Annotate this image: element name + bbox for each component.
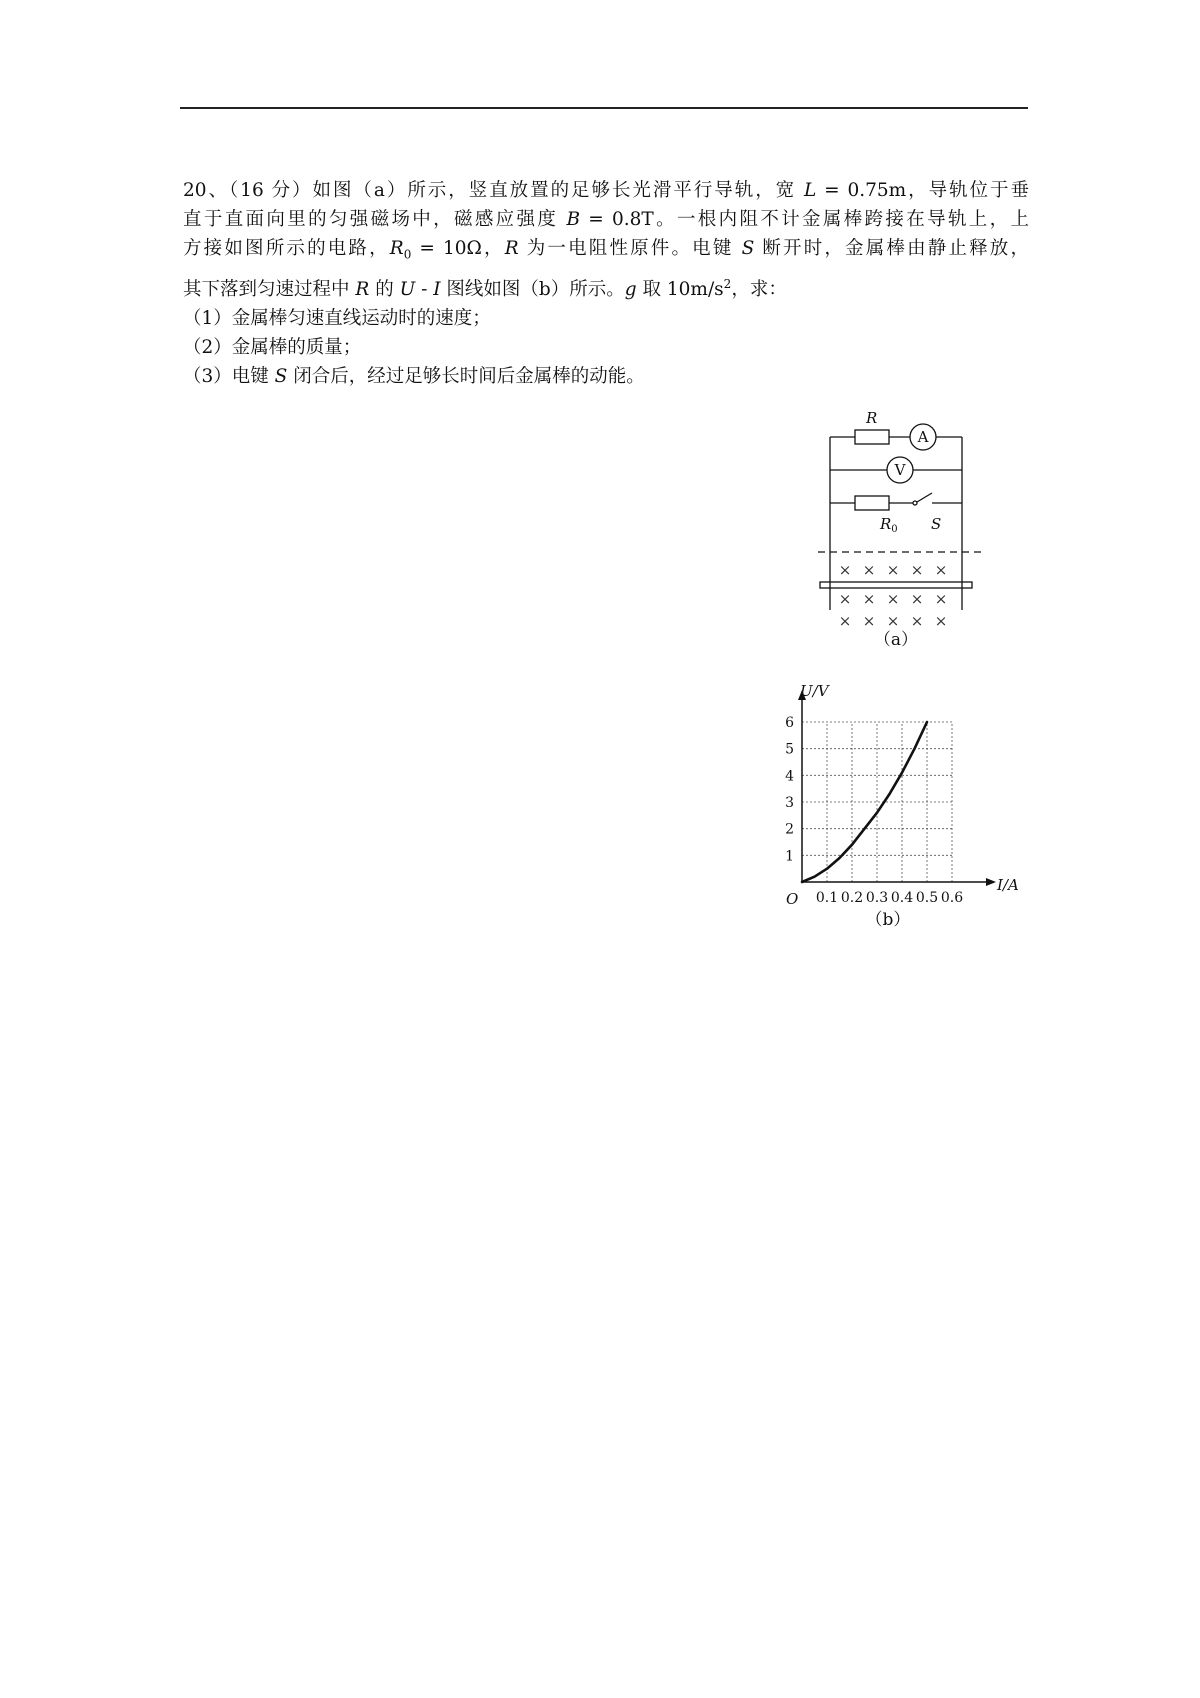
chart-series (802, 722, 927, 882)
figure-b-caption: （b） (865, 910, 911, 930)
resistor-r0 (855, 496, 889, 510)
y-tick-label: 6 (785, 715, 794, 731)
y-axis-label: U/V (800, 682, 829, 700)
field-x-mark: × (910, 561, 924, 579)
ui-graph (770, 672, 1040, 942)
x-tick-label: 0.1 (815, 890, 839, 906)
x-axis-arrow (986, 878, 996, 886)
field-x-mark: × (910, 612, 924, 630)
field-x-mark: × (886, 590, 900, 608)
field-x-mark: × (838, 590, 852, 608)
problem-line-1: 20、（16 分）如图（a）所示，竖直放置的足够长光滑平行导轨，宽 L = 0.75m，导轨位于垂 (183, 180, 1029, 201)
field-x-mark: × (862, 590, 876, 608)
x-tick-label: 0.2 (840, 890, 864, 906)
question-2: （2）金属棒的质量； (183, 336, 362, 358)
figure-a-caption: （a） (873, 630, 919, 650)
field-x-mark: × (862, 612, 876, 630)
field-x-mark: × (934, 612, 948, 630)
label-s: S (931, 515, 942, 533)
field-x-mark: × (934, 561, 948, 579)
question-1: （1）金属棒匀速直线运动时的速度； (183, 307, 491, 329)
x-tick-label: 0.3 (865, 890, 889, 906)
chart-axes (798, 690, 996, 886)
field-x-mark: × (910, 590, 924, 608)
y-tick-label: 1 (785, 848, 794, 865)
chart-grid (802, 722, 952, 882)
problem-points: （16 分） (228, 180, 313, 201)
label-v: V (894, 461, 906, 479)
x-tick-label: 0.6 (940, 890, 964, 906)
label-r0: $R_0$ (880, 515, 898, 535)
field-x-mark: × (886, 561, 900, 579)
x-axis-label: I/A (997, 876, 1019, 894)
y-tick-label: 4 (785, 768, 794, 785)
resistor-r (855, 430, 889, 444)
circuit-diagram (810, 405, 990, 655)
magnetic-field-marks (839, 561, 948, 630)
problem-number: 20、 (183, 180, 229, 201)
x-tick-label: 0.5 (915, 890, 939, 906)
top-rule (180, 107, 1028, 109)
field-x-mark: × (886, 612, 900, 630)
problem-line-2: 直于直面向里的匀强磁场中，磁感应强度 B = 0.8T。一根内阻不计金属棒跨接在导轨上，上 (183, 209, 1029, 230)
problem-20 (183, 176, 1029, 391)
field-x-mark: × (934, 590, 948, 608)
origin-label: O (786, 890, 799, 908)
problem-line-3: 方接如图所示的电路，$R_0 = 10\Omega$，R 为一电阻性原件。电键 S 断开时，金属棒由静止释放， (183, 238, 1029, 262)
label-a: A (917, 428, 929, 446)
series-line-ui (802, 722, 927, 882)
metal-rod (820, 582, 972, 588)
x-tick-label: 0.4 (890, 890, 914, 906)
problem-line-4: 其下落到匀速过程中 R 的 U - I 图线如图（b）所示。g 取 $10m/s^2$，求： (183, 276, 787, 300)
y-tick-label: 5 (785, 741, 794, 758)
field-x-mark: × (838, 612, 852, 630)
y-tick-label: 3 (785, 795, 794, 811)
question-3: （3）电键 S 闭合后，经过足够长时间后金属棒的动能。 (183, 365, 645, 387)
field-x-mark: × (838, 561, 852, 579)
field-x-mark: × (862, 561, 876, 579)
switch-s (913, 501, 917, 505)
y-tick-label: 2 (785, 821, 794, 838)
label-r: R (866, 409, 878, 427)
